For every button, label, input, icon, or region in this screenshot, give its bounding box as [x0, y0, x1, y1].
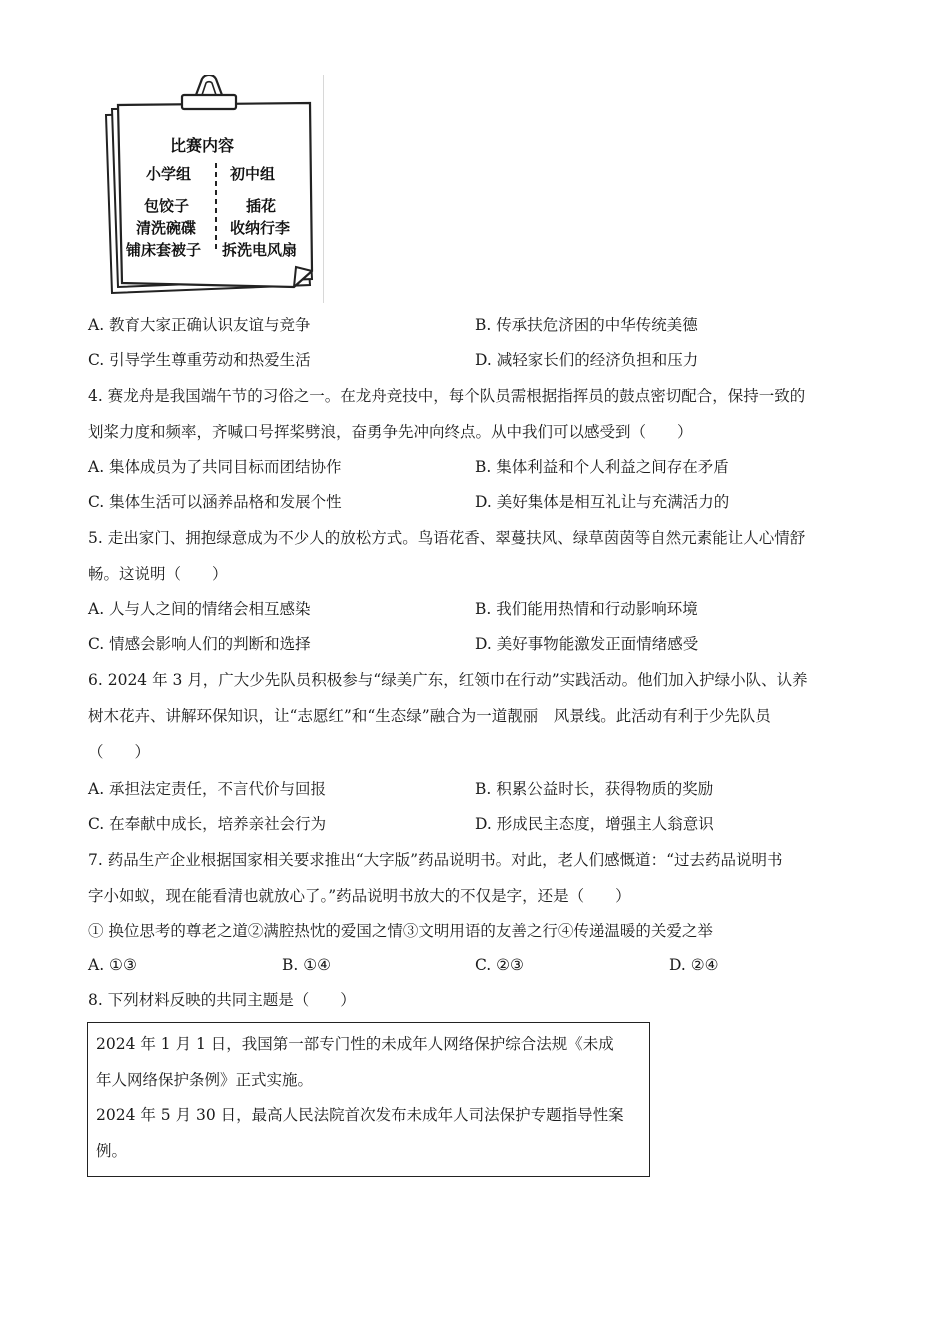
q4-stem-line: 划桨力度和频率，齐喊口号挥桨劈浪，奋勇争先冲向终点。从中我们可以感受到（ ）: [88, 423, 693, 441]
q7-option-a: A. ①③: [88, 956, 137, 974]
figure-col-primary: 小学组: [146, 165, 192, 183]
q6-stem-line: （ ）: [88, 743, 151, 761]
q5-option-c: C. 情感会影响人们的判断和选择: [88, 635, 311, 653]
q7-stem-line: 字小如蚁，现在能看清也就放心了。”药品说明书放大的不仅是字，还是（ ）: [88, 887, 631, 905]
figure-item: 包饺子: [144, 197, 190, 215]
contest-content-figure: [98, 75, 324, 303]
figure-item: 清洗碗碟: [136, 219, 197, 237]
q6-option-a: A. 承担法定责任，不言代价与回报: [88, 780, 327, 798]
q3-option-d: D. 减轻家长们的经济负担和压力: [475, 351, 699, 369]
q5-option-b: B. 我们能用热情和行动影响环境: [475, 600, 698, 618]
q4-stem-line: 4. 赛龙舟是我国端午节的习俗之一。在龙舟竞技中，每个队员需根据指挥员的鼓点密切配合，保持一致的: [88, 387, 806, 405]
q8-stem-line: 8. 下列材料反映的共同主题是（ ）: [88, 991, 356, 1009]
q6-stem-line: 6. 2024 年 3 月，广大少先队员积极参与“绿美广东，红领巾在行动”实践活动。他们加入护绿小队、认养: [88, 671, 808, 689]
material-line: 年人网络保护条例》正式实施。: [96, 1071, 314, 1089]
q5-stem-line: 畅。这说明（ ）: [88, 565, 228, 583]
q4-option-d: D. 美好集体是相互礼让与充满活力的: [475, 493, 730, 511]
q7-stem-line: 7. 药品生产企业根据国家相关要求推出“大字版”药品说明书。对此，老人们感慨道：“过去药品说明书: [88, 851, 783, 869]
q7-statements: ① 换位思考的尊老之道②满腔热忱的爱国之情③文明用语的友善之行④传递温暖的关爱之举: [88, 922, 713, 940]
q4-option-a: A. 集体成员为了共同目标而团结协作: [88, 458, 342, 476]
q4-option-c: C. 集体生活可以涵养品格和发展个性: [88, 493, 342, 511]
q8-material-box: [87, 1022, 650, 1177]
figure-item: 插花: [246, 197, 277, 215]
q6-option-d: D. 形成民主态度，增强主人翁意识: [475, 815, 714, 833]
q3-option-b: B. 传承扶危济困的中华传统美德: [475, 316, 698, 334]
figure-item: 铺床套被子: [126, 241, 202, 259]
q7-option-b: B. ①④: [282, 956, 332, 974]
q5-option-d: D. 美好事物能激发正面情绪感受: [475, 635, 699, 653]
q3-option-a: A. 教育大家正确认识友谊与竞争: [88, 316, 311, 334]
q6-option-c: C. 在奉献中成长，培养亲社会行为: [88, 815, 327, 833]
figure-item: 收纳行李: [230, 219, 291, 237]
figure-col-junior: 初中组: [230, 165, 276, 183]
material-line: 2024 年 1 月 1 日，我国第一部专门性的未成年人网络保护综合法规《未成: [96, 1035, 614, 1053]
note-paper-illustration: [98, 75, 324, 303]
figure-item: 拆洗电风扇: [222, 241, 298, 259]
material-line: 2024 年 5 月 30 日，最高人民法院首次发布未成年人司法保护专题指导性案: [96, 1106, 624, 1124]
q5-option-a: A. 人与人之间的情绪会相互感染: [88, 600, 311, 618]
q7-option-d: D. ②④: [669, 956, 719, 974]
q7-option-c: C. ②③: [475, 956, 524, 974]
q3-option-c: C. 引导学生尊重劳动和热爱生活: [88, 351, 311, 369]
q5-stem-line: 5. 走出家门、拥抱绿意成为不少人的放松方式。鸟语花香、翠蔓扶风、绿草茵茵等自然元素能让人心情舒: [88, 529, 806, 547]
q4-option-b: B. 集体利益和个人利益之间存在矛盾: [475, 458, 729, 476]
q6-option-b: B. 积累公益时长，获得物质的奖励: [475, 780, 714, 798]
figure-title: 比赛内容: [170, 136, 235, 155]
q6-stem-line: 树木花卉、讲解环保知识，让“志愿红”和“生态绿”融合为一道靓丽 风景线。此活动有利于少先队员: [88, 707, 771, 725]
material-line: 例。: [96, 1142, 128, 1160]
